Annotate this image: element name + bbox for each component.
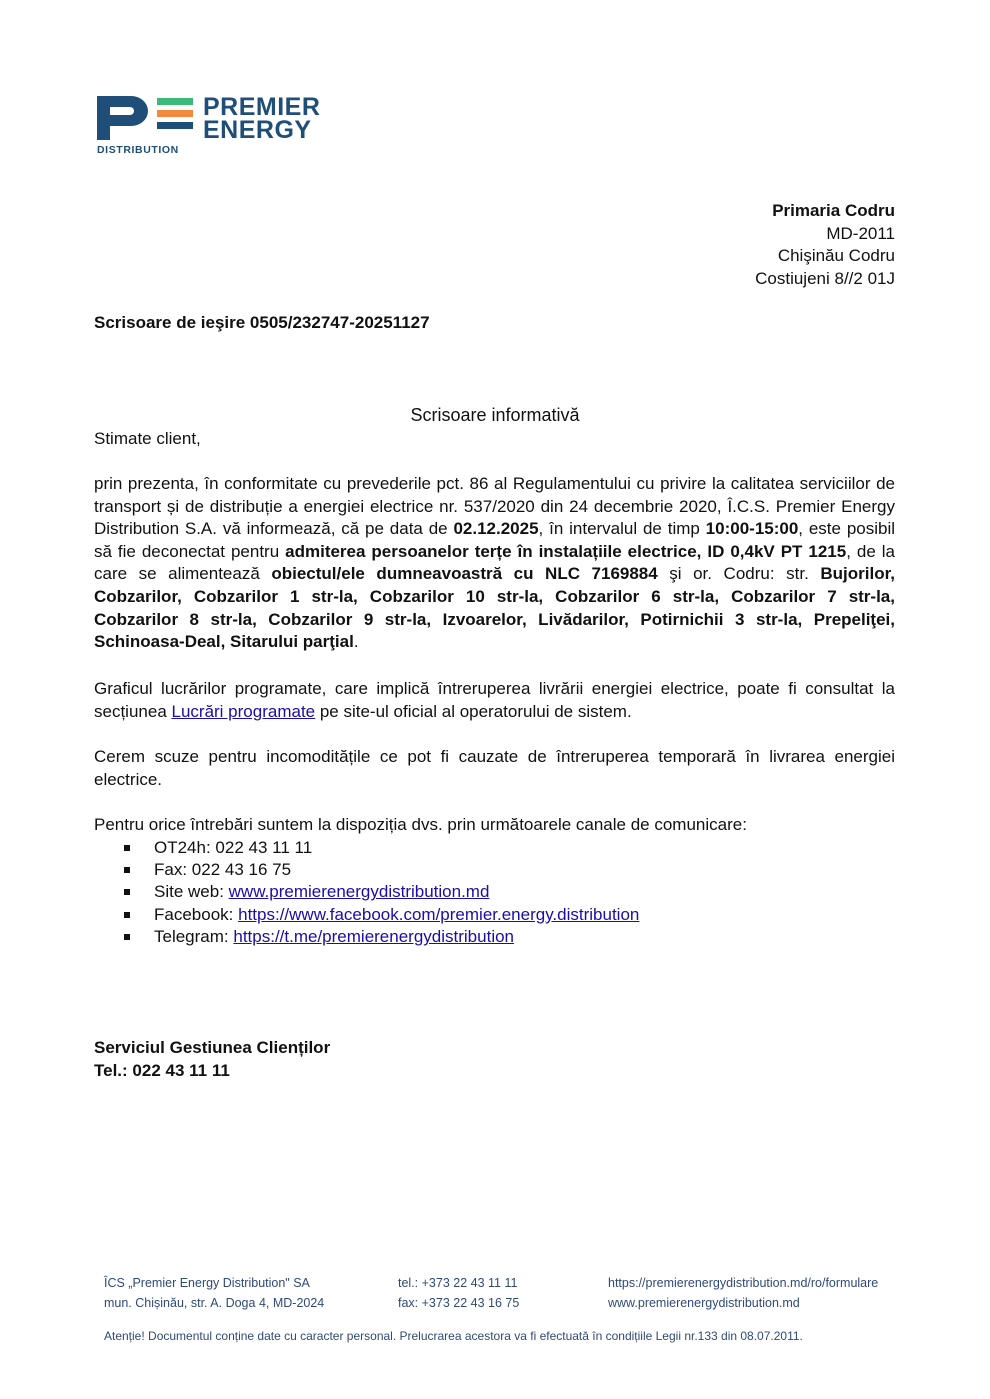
p1-text: , de la care se alimentează xyxy=(94,541,896,584)
footer-web-col xyxy=(608,1273,878,1313)
p1-text: , în intervalul de timp xyxy=(538,519,706,539)
footer-company: ÎCS „Premier Energy Distribution" SA xyxy=(104,1276,310,1290)
p1-text: şi or. Codru: str. xyxy=(657,564,821,584)
paragraph-contact xyxy=(94,814,895,949)
logo-word-energy: ENERGY xyxy=(203,116,312,144)
paragraph-apology: Cerem scuze pentru incomoditățile ce pot fi cauzate de întreruperea temporară în livrarea energiei electrice. xyxy=(94,747,895,789)
p2-text: Graficul lucrărilor programate, care implică întreruperea livrării energiei electrice, poate fi consultat la secțiunea xyxy=(94,679,895,721)
p1-text: . xyxy=(353,632,359,652)
channel-telegram xyxy=(124,926,895,948)
contact-intro: Pentru orice întrebări suntem la dispoziția dvs. prin următoarele canale de comunicare: xyxy=(94,815,747,834)
footer-company-col xyxy=(104,1273,324,1313)
channel-label: Telegram: xyxy=(154,927,234,947)
channel-facebook xyxy=(124,904,895,926)
p1-text: prin prezenta, în conformitate cu prevederile pct. 86 al Regulamentului cu privire la calitatea serviciilor de transport și de distribuție a energiei electrice nr. 537/2020 din 24 decembrie 2020, Î.C.S. Premier Energy Distribution S.A. vă informează, că pe data de xyxy=(94,474,895,539)
outage-date: 02.12.2025 xyxy=(453,519,539,539)
logo-bar-navy xyxy=(157,122,193,129)
letter-reference: Scrisoare de ieşire 0505/232747-20251127 xyxy=(94,313,430,332)
signature-phone: Tel.: 022 43 11 11 xyxy=(94,1060,230,1080)
footer-site: www.premierenergydistribution.md xyxy=(608,1296,800,1310)
bullet-icon xyxy=(124,934,130,940)
channel-label: OT24h: 022 43 11 11 xyxy=(154,837,313,857)
facebook-link[interactable]: https://www.facebook.com/premier.energy.distribution xyxy=(238,904,640,924)
recipient-name: Primaria Codru xyxy=(772,201,895,220)
signature-block xyxy=(94,1037,330,1082)
website-link[interactable]: www.premierenergydistribution.md xyxy=(228,882,490,902)
bullet-icon xyxy=(124,867,130,873)
logo-bar-orange xyxy=(157,110,193,117)
recipient-postal-code: MD-2011 xyxy=(826,223,895,243)
company-logo xyxy=(97,93,357,156)
logo-word-premier: PREMIER xyxy=(203,93,321,121)
footer-tel: tel.: +373 22 43 11 11 xyxy=(398,1276,518,1290)
bullet-icon xyxy=(124,889,130,895)
contact-channels-list xyxy=(94,837,895,949)
logo-distribution: DISTRIBUTION xyxy=(97,144,179,156)
logo-bars xyxy=(157,98,193,134)
p1-text: , este posibil să fie deconectat pentru xyxy=(94,519,896,561)
logo-p-glyph xyxy=(97,96,149,140)
footer-address: mun. Chișinău, str. A. Doga 4, MD-2024 xyxy=(104,1296,325,1310)
scheduled-works-link[interactable]: Lucrări programate xyxy=(171,701,316,721)
outage-reason: admiterea persoanelor terțe în instalațiile electrice, ID 0,4kV PT 1215 xyxy=(285,541,847,561)
channel-label: Fax: 022 43 16 75 xyxy=(154,860,292,879)
footer-fax: fax: +373 22 43 16 75 xyxy=(398,1296,520,1310)
p2-text: pe site-ul oficial al operatorului de sistem. xyxy=(315,701,632,721)
letter-subject: Scrisoare informativă xyxy=(410,405,580,425)
outage-time: 10:00-15:00 xyxy=(705,519,799,539)
footer-phone-col xyxy=(398,1273,519,1313)
channel-website xyxy=(124,881,895,903)
logo-bar-green xyxy=(157,98,193,105)
channel-ot24h xyxy=(124,837,895,859)
recipient-city: Chişinău Codru xyxy=(777,246,895,265)
channel-label: Site web: xyxy=(154,882,229,902)
salutation: Stimate client, xyxy=(94,429,201,448)
channel-fax xyxy=(124,859,895,881)
affected-streets: Bujorilor, Cobzarilor, Cobzarilor 1 str-la, Cobzarilor 10 str-la, Cobzarilor 6 str-la, Cobzarilor 7 str-la, Cobzarilor 8 str-la, Cobzarilor 9 str-la, Izvoarelor, Livădarilor, Potirnichii 3 str-la, Prepeliţei, Schinoasa-Deal, Sitarului parţial xyxy=(94,564,895,652)
channel-label: Facebook: xyxy=(154,904,239,924)
affected-objects: obiectul/ele dumneavoastră cu NLC 7169884 xyxy=(271,564,658,584)
signature-department: Serviciul Gestiunea Clienților xyxy=(94,1038,331,1057)
personal-data-notice: Atenție! Documentul conține date cu caracter personal. Prelucrarea acestora va fi efectuată în condițiile Legii nr.133 din 08.07.2011. xyxy=(104,1329,803,1343)
bullet-icon xyxy=(124,845,130,851)
recipient-block xyxy=(755,200,895,290)
footer-forms-url: https://premierenergydistribution.md/ro/formulare xyxy=(608,1276,879,1290)
bullet-icon xyxy=(124,912,130,918)
telegram-link[interactable]: https://t.me/premierenergydistribution xyxy=(233,927,514,947)
logo-wordmark xyxy=(203,93,321,144)
paragraph-schedule xyxy=(94,678,895,723)
paragraph-outage-notice xyxy=(94,473,895,654)
recipient-address: Costiujeni 8//2 01J xyxy=(755,268,895,288)
